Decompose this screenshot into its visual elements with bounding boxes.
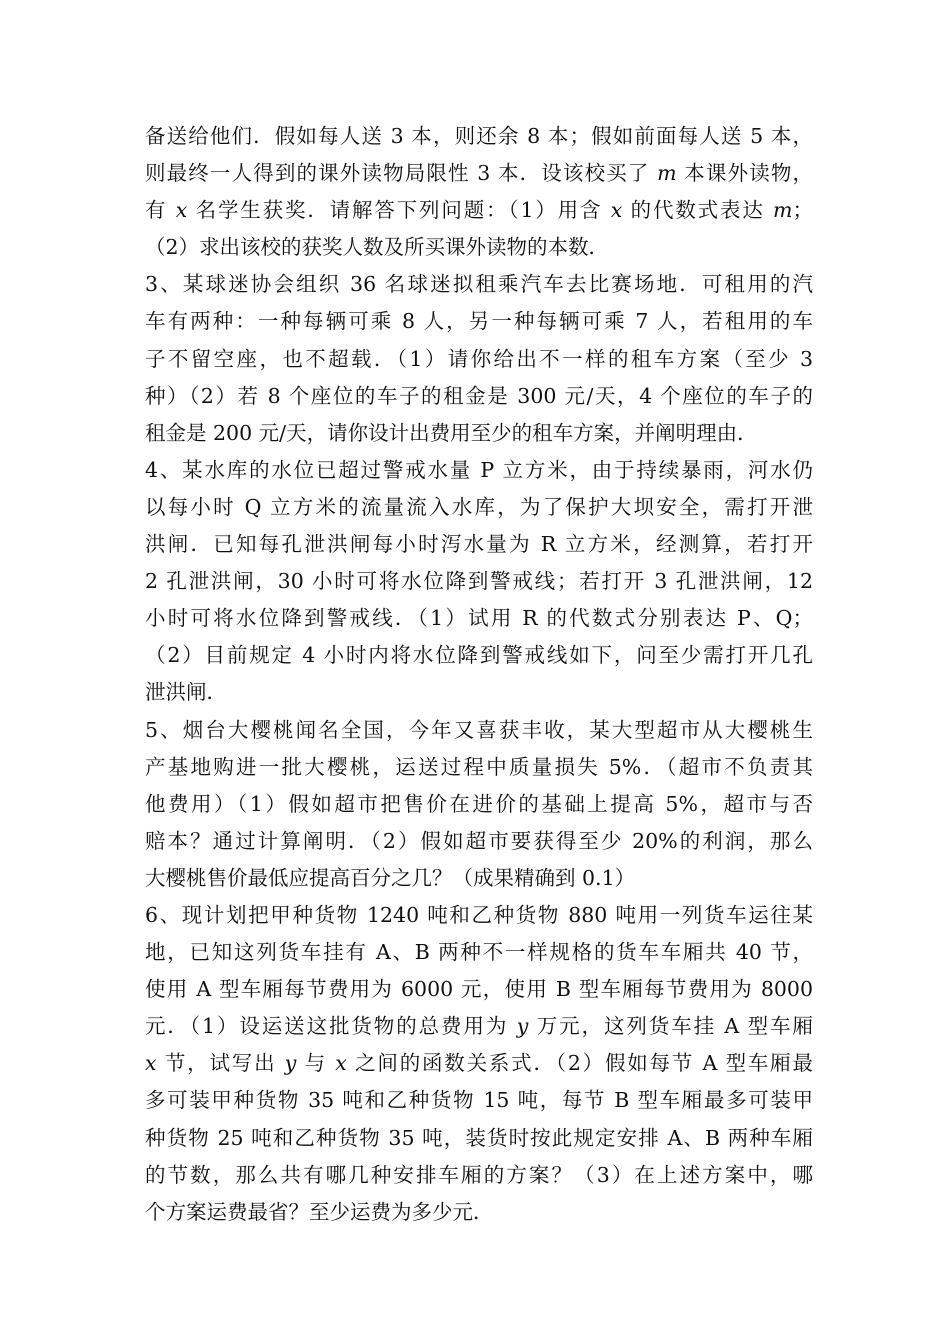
text-line: 4、某水库的水位已超过警戒水量 P 立方米，由于持续暴雨，河水仍 (145, 457, 813, 482)
text-line: 车有两种：一种每辆可乘 8 人，另一种每辆可乘 7 人，若租用的车 (145, 309, 813, 334)
text-line: 3、某球迷协会组织 36 名球迷拟租乘汽车去比赛场地．可租用的汽 (145, 272, 813, 297)
text-line: 备送给他们．假如每人送 3 本，则还余 8 本；假如前面每人送 5 本， (145, 124, 813, 148)
text-line: （2）目前规定 4 小时内将水位降到警戒线如下，问至少需打开几孔 (145, 643, 813, 668)
text-line: 泄洪闸． (145, 680, 227, 705)
text-line: 6、现计划把甲种货物 1240 吨和乙种货物 880 吨用一列货车运往某 (145, 902, 813, 927)
text-line: 产基地购进一批大樱桃，运送过程中质量损失 5%．（超市不负责其 (145, 754, 813, 779)
text-line: 洪闸．已知每孔泄洪闸每小时泻水量为 R 立方米，经测算，若打开 (145, 532, 813, 557)
text-line: 他费用）（1）假如超市把售价在进价的基础上提高 5%，超市与否 (145, 791, 813, 816)
document-body (145, 118, 813, 1231)
text-line: 子不留空座，也不超载．（1）请你给出不一样的租车方案（至少 3 (145, 346, 813, 371)
text-line: 2 孔泄洪闸，30 小时可将水位降到警戒线；若打开 3 孔泄洪闸，12 (145, 569, 813, 594)
text-line: 使用 A 型车厢每节费用为 6000 元，使用 B 型车厢每节费用为 8000 (145, 977, 813, 1002)
text-line: 以每小时 Q 立方米的流量流入水库，为了保护大坝安全，需打开泄 (145, 494, 813, 519)
text-line: 种）（2）若 8 个座位的车子的租金是 300 元/天，4 个座位的车子的 (145, 383, 813, 408)
text-line: 个方案运费最省？至少运费为多少元． (145, 1199, 494, 1224)
text-line: 大樱桃售价最低应提高百分之几？（成果精确到 0.1） (145, 865, 636, 890)
text-line: 的节数，那么共有哪几种安排车厢的方案？（3）在上述方案中，哪 (145, 1162, 813, 1187)
text-line: 有 x 名学生获奖．请解答下列问题：（1）用含 x 的代数式表达 m； (145, 198, 813, 223)
text-line: 元．（1）设运送这批货物的总费用为 y 万元，这列货车挂 A 型车厢 (145, 1014, 813, 1039)
text-line: 5、烟台大樱桃闻名全国，今年又喜获丰收，某大型超市从大樱桃生 (145, 717, 813, 742)
text-line: 小时可将水位降到警戒线．（1）试用 R 的代数式分别表达 P、Q； (145, 606, 813, 631)
text-line: 则最终一人得到的课外读物局限性 3 本．设该校买了 m 本课外读物， (145, 161, 813, 186)
text-line: 种货物 25 吨和乙种货物 35 吨，装货时按此规定安排 A、B 两种车厢 (145, 1125, 813, 1150)
text-line: 租金是 200 元/天，请你设计出费用至少的租车方案，并阐明理由． (145, 420, 758, 445)
text-line: 地，已知这列货车挂有 A、B 两种不一样规格的货车车厢共 40 节， (145, 940, 813, 965)
text-line: 赔本？通过计算阐明．（2）假如超市要获得至少 20%的利润，那么 (145, 828, 813, 853)
text-line: 多可装甲种货物 35 吨和乙种货物 15 吨，每节 B 型车厢最多可装甲 (145, 1088, 813, 1113)
text-line: （2）求出该校的获奖人数及所买课外读物的本数． (145, 235, 610, 260)
text-line: x 节，试写出 y 与 x 之间的函数关系式．（2）假如每节 A 型车厢最 (145, 1051, 813, 1076)
